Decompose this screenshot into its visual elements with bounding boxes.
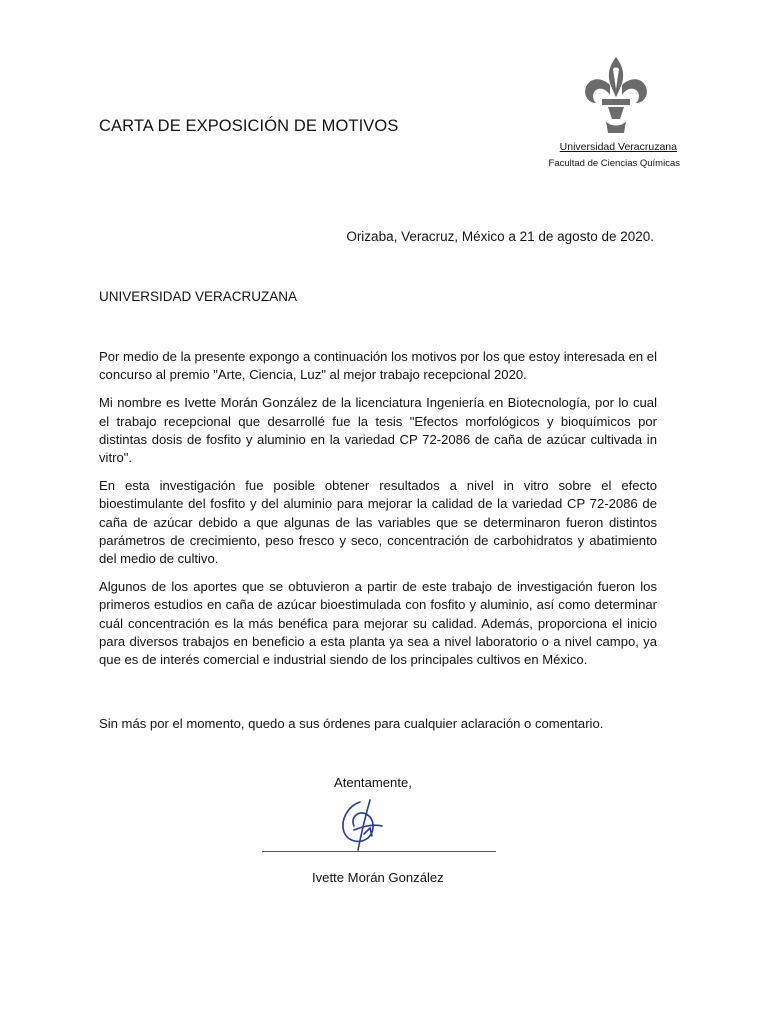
signer-name: Ivette Morán González bbox=[312, 870, 444, 885]
closing-paragraph: Sin más por el momento, quedo a sus órdenes para cualquier aclaración o comentario. bbox=[99, 716, 604, 731]
valediction: Atentamente, bbox=[334, 775, 412, 790]
paragraph: En esta investigación fue posible obtener resultados a nivel in vitro sobre el efecto bioestimulante del fosfito y del aluminio para mejorar la calidad de la variedad CP 72-2086 de caña de azúcar debido a que algunas de las variables que se determinaron fueron distintos parámetros de crecimiento, peso fresco y seco, concentración de carbohidratos y abatimiento del medio de cultivo. bbox=[99, 478, 657, 567]
signature-line bbox=[262, 851, 496, 852]
paragraph: Mi nombre es Ivette Morán González de la licenciatura Ingeniería en Biotecnología, por lo cual el trabajo recepcional que desarrollé fue la tesis "Efectos morfológicos y bioquímicos por distintas dosis de fosfito y aluminio en la variedad CP 72-2086 de caña de azúcar cultivada in vitro". bbox=[99, 395, 657, 466]
faculty-name: Facultad de Ciencias Químicas bbox=[548, 158, 680, 169]
institution-name: Universidad Veracruzana bbox=[559, 141, 677, 153]
letter-body bbox=[99, 348, 657, 679]
recipient: UNIVERSIDAD VERACRUZANA bbox=[99, 289, 298, 304]
institution-header bbox=[520, 55, 700, 175]
letter-title: CARTA DE EXPOSICIÓN DE MOTIVOS bbox=[99, 117, 399, 135]
handwritten-signature bbox=[330, 796, 400, 856]
university-flor-de-lis-logo bbox=[580, 55, 652, 137]
paragraph: Algunos de los aportes que se obtuvieron a partir de este trabajo de investigación fueron los primeros estudios en caña de azúcar bioestimulada con fosfito y aluminio, así como determinar cuál concentración es la más benéfica para mejorar su calidad. Además, proporciona el inicio para diversos trabajos en beneficio a esta planta ya sea a nivel laboratorio o a nivel campo, ya que es de interés comercial e industrial siendo de los principales cultivos en México. bbox=[99, 579, 657, 668]
paragraph: Por medio de la presente expongo a continuación los motivos por los que estoy interesada en el concurso al premio "Arte, Ciencia, Luz" al mejor trabajo recepcional 2020. bbox=[99, 349, 657, 383]
date-line: Orizaba, Veracruz, México a 21 de agosto de 2020. bbox=[346, 229, 654, 244]
